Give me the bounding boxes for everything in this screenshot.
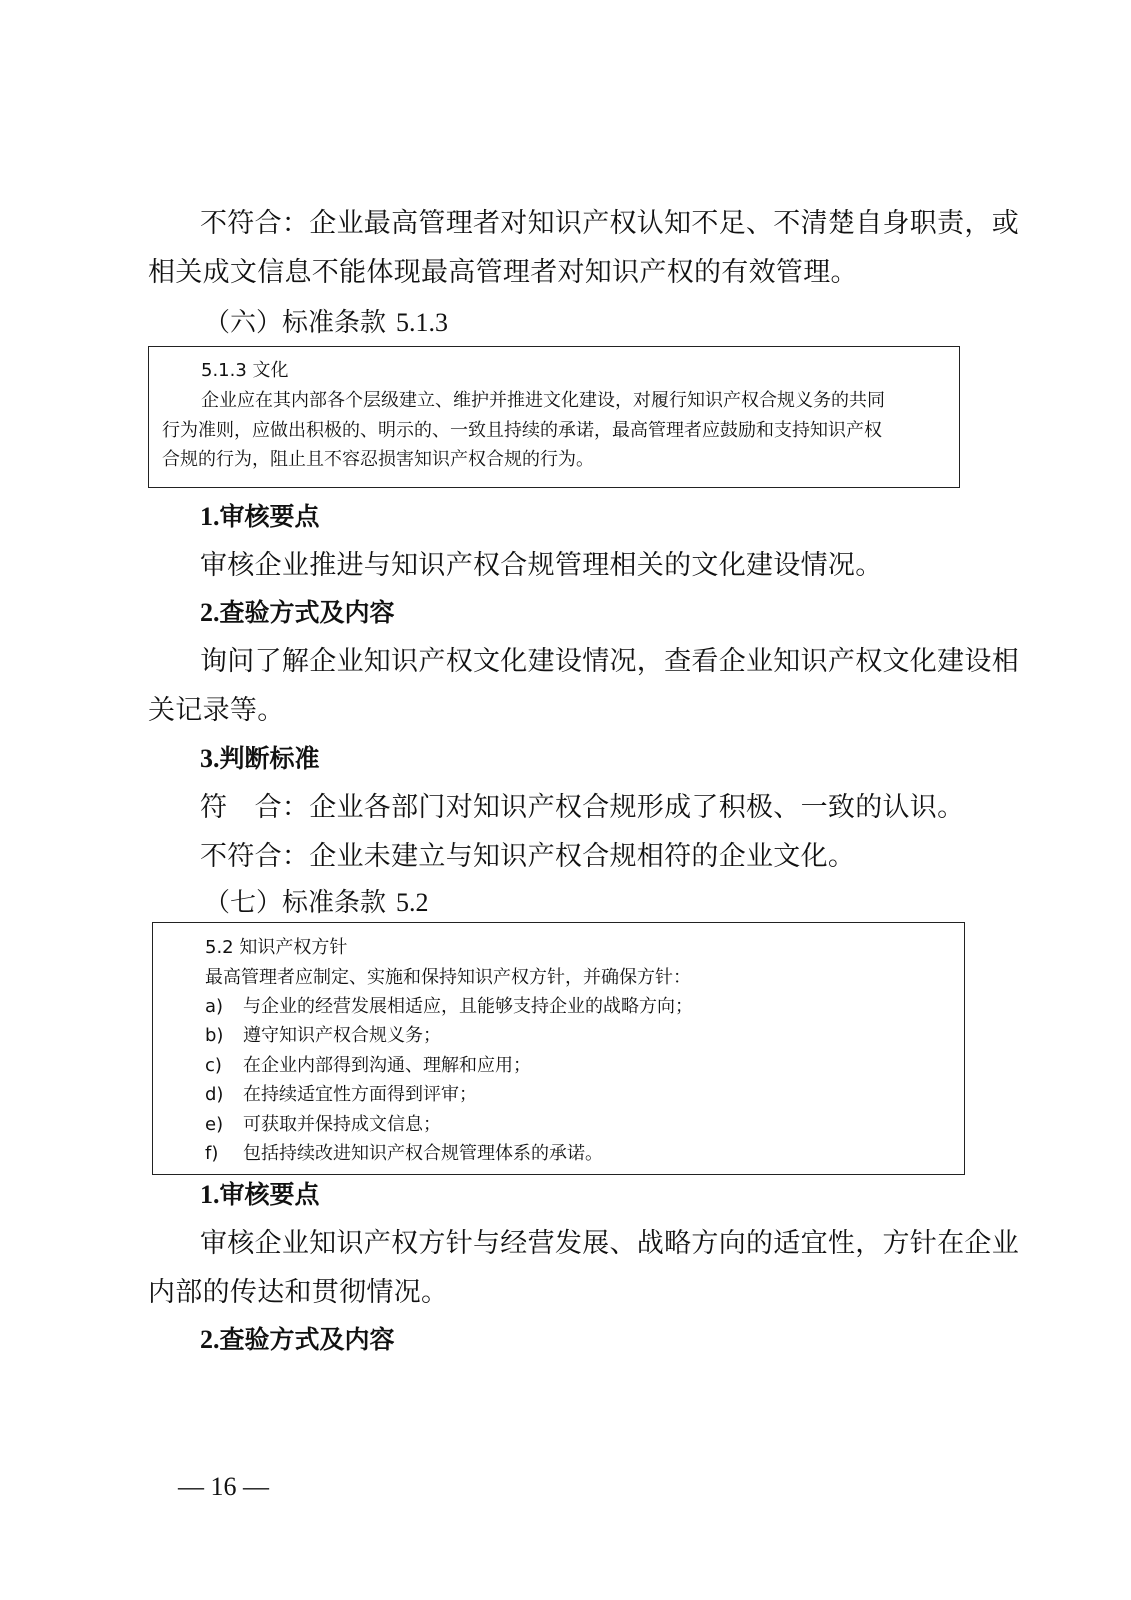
section-6-heading (204, 306, 448, 340)
intro-line-2: 相关成文信息不能体现最高管理者对知识产权的有效管理。 (148, 257, 858, 288)
audit-points-text: 审核企业推进与知识产权合规管理相关的文化建设情况。 (200, 550, 883, 581)
clause-list-item (205, 1021, 441, 1050)
clause-list-item (205, 1139, 603, 1168)
audit-points-line-2: 内部的传达和贯彻情况。 (148, 1277, 449, 1308)
criteria-pass: 符 合：企业各部门对知识产权合规形成了积极、一致的认识。 (200, 792, 965, 823)
audit-points-heading (200, 500, 320, 534)
list-item-key: e) (205, 1114, 224, 1135)
clause-list-item (205, 1080, 477, 1109)
heading-text: 审核要点 (219, 1180, 320, 1209)
list-item-key: b) (205, 1025, 224, 1046)
heading-number: 2. (200, 1325, 220, 1354)
section-7-code: 5.2 (396, 888, 429, 917)
criteria-heading (200, 742, 320, 776)
clause-box-line: 行为准则，应做出积极的、明示的、一致且持续的承诺，最高管理者应鼓励和支持知识产权 (162, 420, 882, 441)
audit-points-heading (200, 1178, 320, 1212)
heading-number: 2. (200, 598, 220, 627)
clause-box-title: 5.1.3 文化 (201, 360, 289, 381)
inspection-method-line-2: 关记录等。 (148, 695, 285, 726)
section-6-label: （六）标准条款 (204, 308, 387, 338)
section-6-code: 5.1.3 (396, 308, 449, 337)
section-7-heading (204, 886, 429, 920)
list-item-text: 与企业的经营发展相适应，且能够支持企业的战略方向； (243, 996, 693, 1017)
heading-text: 判断标准 (219, 744, 320, 773)
intro-line-1: 不符合：企业最高管理者对知识产权认知不足、不清楚自身职责，或 (200, 208, 1019, 239)
inspection-method-heading (200, 596, 395, 630)
clause-list-item (205, 992, 693, 1021)
list-item-text: 在持续适宜性方面得到评审； (243, 1084, 477, 1105)
inspection-method-line-1: 询问了解企业知识产权文化建设情况，查看企业知识产权文化建设相 (200, 646, 1019, 677)
heading-number: 3. (200, 744, 220, 773)
inspection-method-heading (200, 1323, 395, 1357)
clause-box-5-1-3 (148, 346, 960, 488)
heading-text: 审核要点 (219, 502, 320, 531)
list-item-key: f) (205, 1143, 219, 1164)
criteria-fail: 不符合：企业未建立与知识产权合规相符的企业文化。 (200, 841, 856, 872)
heading-text: 查验方式及内容 (219, 598, 395, 627)
clause-box-5-2 (152, 922, 965, 1175)
list-item-text: 包括持续改进知识产权合规管理体系的承诺。 (243, 1143, 603, 1164)
heading-number: 1. (200, 1180, 220, 1209)
list-item-key: d) (205, 1084, 224, 1105)
section-7-label: （七）标准条款 (204, 888, 387, 918)
clause-list-item (205, 1051, 531, 1080)
audit-points-line-1: 审核企业知识产权方针与经营发展、战略方向的适宜性，方针在企业 (200, 1228, 1019, 1259)
clause-box-line: 企业应在其内部各个层级建立、维护并推进文化建设，对履行知识产权合规义务的共同 (201, 390, 885, 411)
clause-box-title: 5.2 知识产权方针 (205, 937, 348, 958)
page-number: — 16 — (178, 1472, 269, 1501)
heading-number: 1. (200, 502, 220, 531)
list-item-key: a) (205, 996, 224, 1017)
clause-box-intro: 最高管理者应制定、实施和保持知识产权方针，并确保方针： (205, 967, 691, 988)
list-item-key: c) (205, 1055, 222, 1076)
clause-box-line: 合规的行为，阻止且不容忍损害知识产权合规的行为。 (162, 449, 594, 470)
list-item-text: 可获取并保持成文信息； (243, 1114, 441, 1135)
clause-list-item (205, 1110, 441, 1139)
heading-text: 查验方式及内容 (219, 1325, 395, 1354)
list-item-text: 在企业内部得到沟通、理解和应用； (243, 1055, 531, 1076)
list-item-text: 遵守知识产权合规义务； (243, 1025, 441, 1046)
